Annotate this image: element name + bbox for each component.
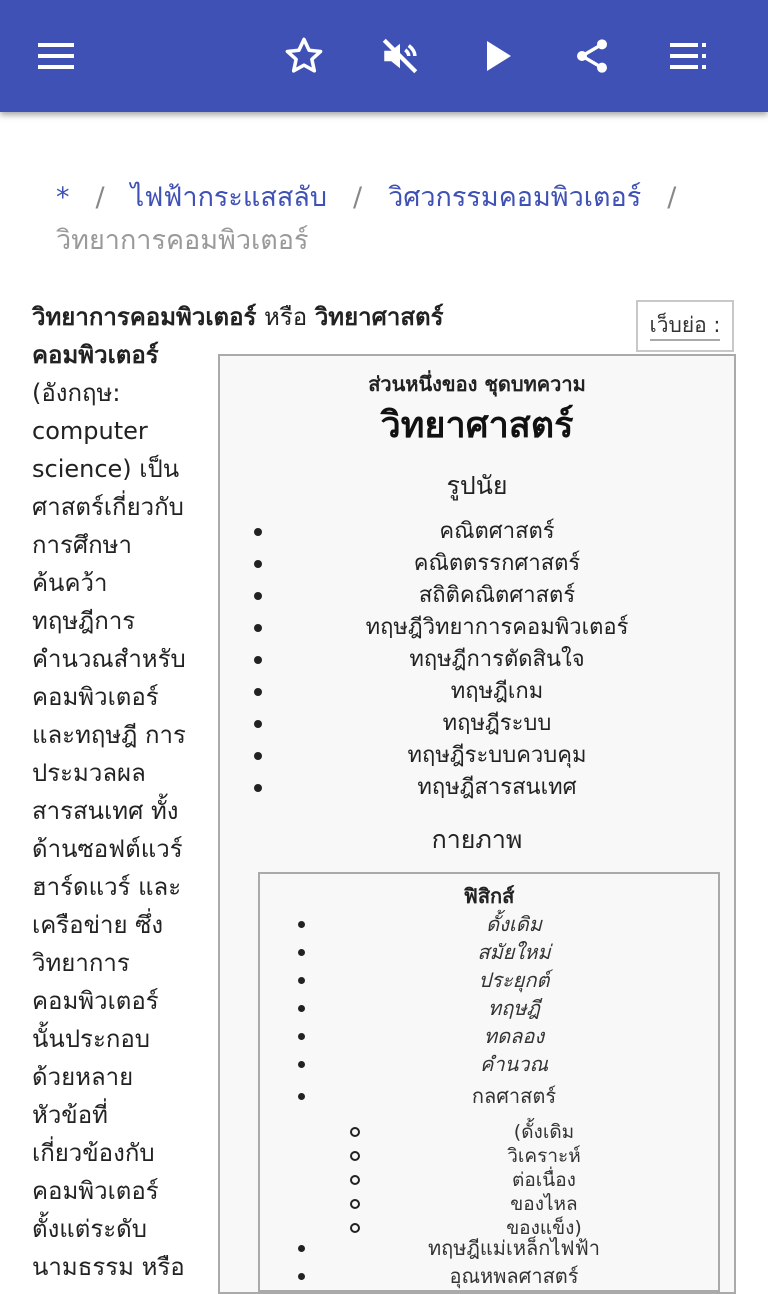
intro-line: คอมพิวเตอร์ — [32, 683, 159, 711]
breadcrumb-separator: / — [95, 182, 105, 213]
intro-term-2: วิทยาศาสตร์ — [314, 303, 444, 331]
list-item[interactable]: สมัยใหม่ — [260, 938, 718, 966]
intro-line: การศึกษา — [32, 531, 132, 559]
breadcrumb-separator: / — [667, 182, 677, 213]
list-item[interactable]: ประยุกต์ — [260, 966, 718, 994]
intro-line: นั้นประกอบ — [32, 1025, 151, 1053]
play-icon — [483, 39, 513, 73]
sublist-item[interactable]: วิเคราะห์ — [260, 1144, 718, 1168]
sublist-item[interactable]: ของไหล — [260, 1192, 718, 1216]
list-item[interactable]: ทฤษฎี — [260, 994, 718, 1022]
formal-science-list — [220, 516, 734, 804]
play-button[interactable] — [470, 28, 526, 84]
volume-off-icon — [379, 35, 421, 77]
list-item[interactable]: ทฤษฎีระบบควบคุม — [220, 740, 734, 772]
star-outline-icon — [283, 35, 325, 77]
physics-box — [258, 872, 720, 1292]
sidebar-heading-formal[interactable]: รูปนัย — [446, 471, 508, 500]
breadcrumb-link-computer-engineering[interactable]: วิศวกรรมคอมพิวเตอร์ — [388, 182, 642, 213]
app-toolbar — [0, 0, 768, 112]
sidebar-part-of: ส่วนหนึ่งของ ชุดบทความ — [368, 372, 586, 396]
bookmark-button[interactable] — [276, 28, 332, 84]
breadcrumb-current: วิทยาการคอมพิวเตอร์ — [56, 225, 309, 256]
list-item[interactable]: ทฤษฎีแม่เหล็กไฟฟ้า — [260, 1234, 718, 1262]
intro-line: นามธรรม หรือ — [32, 1253, 185, 1281]
physics-title[interactable]: ฟิสิกส์ — [463, 884, 515, 908]
breadcrumb-link-root[interactable]: * — [56, 182, 70, 213]
intro-line: คอมพิวเตอร์ — [32, 341, 159, 369]
list-item[interactable]: ทฤษฎีการตัดสินใจ — [220, 644, 734, 676]
physics-list — [260, 910, 718, 1110]
intro-first-line — [32, 298, 492, 336]
sublist-item[interactable]: ของแข็ง) — [260, 1216, 718, 1240]
intro-line: ทฤษฎีการ — [32, 607, 136, 635]
intro-line: ด้านซอฟต์แวร์ — [32, 835, 183, 863]
table-of-contents-icon — [668, 41, 708, 71]
intro-line: และทฤษฎี การ — [32, 721, 186, 749]
web-summary-button[interactable] — [636, 300, 734, 352]
intro-line: computer — [32, 417, 148, 445]
intro-term-1: วิทยาการคอมพิวเตอร์ — [32, 303, 257, 331]
intro-line: ศาสตร์เกี่ยวกับ — [32, 493, 184, 521]
breadcrumb-link-alternating-current[interactable]: ไฟฟ้ากระแสสลับ — [130, 182, 327, 213]
intro-line: หัวข้อที่ — [32, 1101, 108, 1129]
list-item[interactable]: อุณหพลศาสตร์ — [260, 1262, 718, 1290]
web-summary-label: เว็บย่อ : — [650, 313, 721, 341]
science-series-sidebar — [218, 354, 736, 1294]
intro-line: ค้นคว้า — [32, 569, 108, 597]
intro-or: หรือ — [256, 303, 315, 331]
intro-line: คำนวณสำหรับ — [32, 645, 186, 673]
menu-button[interactable] — [28, 28, 84, 84]
intro-line: ฮาร์ดแวร์ และ — [32, 873, 182, 901]
intro-line: วิทยาการ — [32, 949, 130, 977]
sublist-item[interactable]: (ดั้งเดิม — [260, 1120, 718, 1144]
article-intro — [32, 298, 444, 1286]
list-item[interactable]: ทฤษฎีระบบ — [220, 708, 734, 740]
contents-button[interactable] — [660, 28, 716, 84]
list-item[interactable]: สถิติคณิตศาสตร์ — [220, 580, 734, 612]
list-item[interactable]: คณิตตรรกศาสตร์ — [220, 548, 734, 580]
list-item[interactable]: ทฤษฎีเกม — [220, 676, 734, 708]
mute-button[interactable] — [372, 28, 428, 84]
intro-line: ตั้งแต่ระดับ — [32, 1215, 147, 1243]
list-item[interactable]: คำนวณ — [260, 1050, 718, 1078]
mechanics-sublist — [260, 1120, 718, 1240]
breadcrumb-separator: / — [352, 182, 363, 213]
list-item[interactable]: คณิตศาสตร์ — [220, 516, 734, 548]
intro-line: เกี่ยวข้องกับ — [32, 1139, 155, 1167]
list-item[interactable]: ทฤษฎีสารสนเทศ — [220, 772, 734, 804]
sidebar-heading-physical[interactable]: กายภาพ — [431, 825, 523, 854]
intro-line: ด้วยหลาย — [32, 1063, 134, 1091]
list-item[interactable]: กลศาสตร์ — [260, 1082, 718, 1110]
intro-line: คอมพิวเตอร์ — [32, 987, 159, 1015]
list-item[interactable]: ทดลอง — [260, 1022, 718, 1050]
intro-line: ประมวลผล — [32, 759, 146, 787]
sidebar-title[interactable]: วิทยาศาสตร์ — [380, 405, 574, 446]
intro-line: เครือข่าย ซึ่ง — [32, 911, 164, 939]
sublist-item[interactable]: ต่อเนื่อง — [260, 1168, 718, 1192]
intro-line: คอมพิวเตอร์ — [32, 1177, 159, 1205]
intro-line: (อังกฤษ: — [32, 379, 121, 407]
hamburger-menu-icon — [36, 41, 76, 71]
list-item[interactable]: ทฤษฎีวิทยาการคอมพิวเตอร์ — [220, 612, 734, 644]
breadcrumb — [56, 176, 746, 262]
physics-list-continued — [260, 1234, 718, 1290]
list-item[interactable]: ดั้งเดิม — [260, 910, 718, 938]
share-icon — [572, 35, 612, 77]
intro-line: สารสนเทศ ทั้ง — [32, 797, 179, 825]
share-button[interactable] — [564, 28, 620, 84]
intro-line: science) เป็น — [32, 455, 180, 483]
